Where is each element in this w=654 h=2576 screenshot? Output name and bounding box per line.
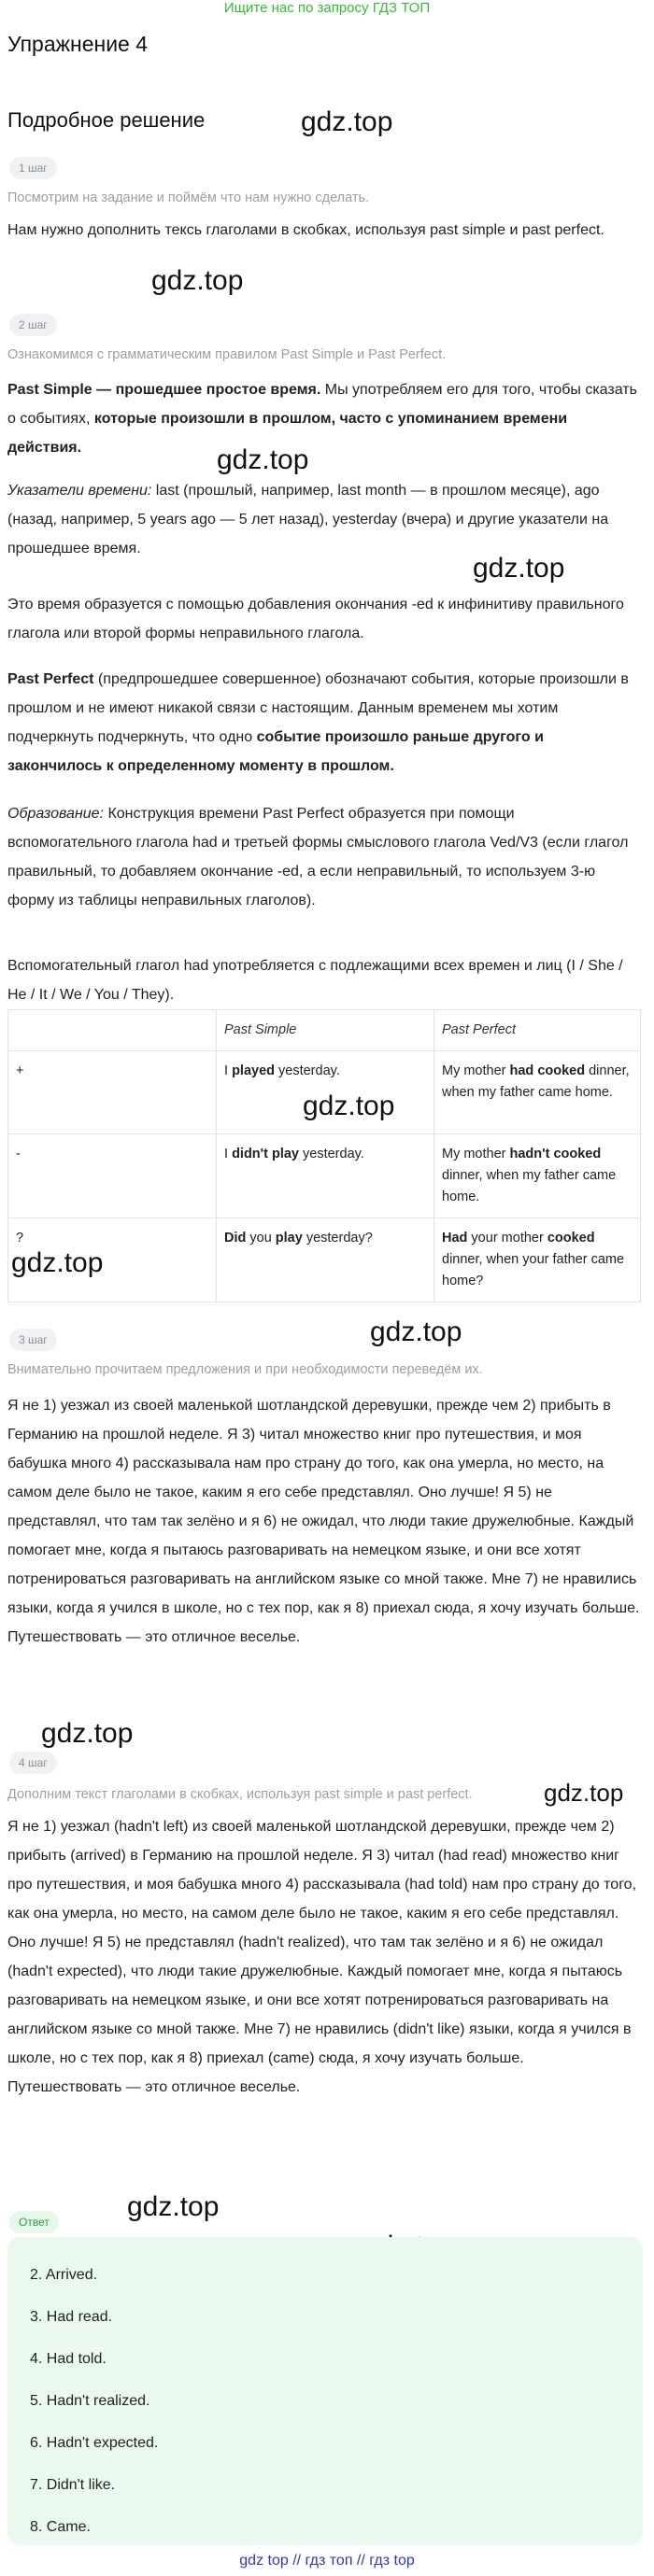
table-row: [8, 1051, 641, 1134]
answer-item: 2. Arrived.: [30, 2267, 98, 2283]
answer-item: 4. Had told.: [30, 2351, 107, 2367]
section-subtitle: Подробное решение: [7, 108, 206, 132]
table-cell: My mother hadn't cooked dinner, when my father came home.: [434, 1134, 641, 1218]
answer-badge: Ответ: [9, 2211, 59, 2233]
step-badge: 3 шаг: [9, 1329, 57, 1351]
answer-item: 5. Hadn't realized.: [30, 2393, 150, 2409]
watermark: gdz.top: [127, 2191, 220, 2222]
table-row: [8, 1218, 641, 1302]
table-cell: My mother had cooked dinner, when my father came home.: [434, 1051, 641, 1134]
step-note: Посмотрим на задание и поймём что нам нужно сделать.: [7, 190, 370, 205]
step-text: Нам нужно дополнить тексь глаголами в скобках, используя past simple и past perfect.: [7, 222, 604, 238]
watermark: gdz.top: [473, 553, 565, 584]
grammar-table: [7, 1009, 641, 1302]
past-simple-definition: Past Simple — прошедшее простое время. Мы употребляем его для того, чтобы сказать о событиях, которые произошли в прошлом, часто с упоминанием времени действия.: [7, 382, 637, 456]
watermark: gdz.top: [301, 106, 393, 137]
step-note: Внимательно прочитаем предложения и при необходимости переведём их.: [7, 1362, 483, 1377]
answer-item: 3. Had read.: [30, 2309, 113, 2325]
step-badge: 4 шаг: [9, 1752, 57, 1774]
table-sign-cell: -: [8, 1134, 217, 1218]
table-sign-cell: +: [8, 1051, 217, 1134]
past-simple-formation: Это время образуется с помощью добавления окончания -ed к инфинитиву правильного глагола или второй формы неправильного глагола.: [7, 597, 624, 641]
watermark: gdz.top: [370, 1316, 462, 1347]
table-header-row: [8, 1010, 641, 1051]
step-note: Ознакомимся с грамматическим правилом Past Simple и Past Perfect.: [7, 347, 447, 362]
step-badge: 1 шаг: [9, 157, 57, 179]
answer-card: [7, 2237, 643, 2545]
time-indicators: Указатели времени: last (прошлый, например, last month — в прошлом месяце), ago (назад, например, 5 years ago — 5 лет назад), yesterday (вчера) и другие указатели на прошедшее время.: [7, 483, 609, 556]
page-title: Упражнение 4: [7, 32, 149, 56]
table-cell: Did you play yesterday?: [217, 1218, 434, 1302]
table-sign-cell: ?: [8, 1218, 217, 1302]
watermark: gdz.top: [151, 265, 244, 296]
past-perfect-term: Past Perfect: [7, 671, 94, 687]
table-cell: I didn't play yesterday.: [217, 1134, 434, 1218]
top-search-link[interactable]: Ищите нас по запросу ГДЗ ТОП: [223, 0, 431, 16]
completed-text: Я не 1) уезжал (hadn't left) из своей маленькой шотландской деревушки, прежде чем 2) прибыть (arrived) в Германию на прошлой неделе. Я 3) читал (had read) множество книг про путешествия, и моя бабушка много 4) рассказывала (had told) нам про страну до того, как она умерла, но место, на самом деле было не такое, каким я его себе представлял. Оно лучше! Я 5) не представлял (hadn't realized), что там так зелёно и я 6) не ожидал (hadn't expected), что люди такие дружелюбные. Каждый помогает мне, когда я пытаюсь разговаривать на немецком языке, и они все хотят потренироваться разговаривать на английском языке со мной также. Мне 7) не нравились (didn't like) языки, когда я учился в школе, но с тех пор, как я 8) приехал (came) сюда, я хочу изучать больше. Путешествовать — это отличное веселье.: [7, 1819, 637, 2095]
past-perfect-formation: Образование: Конструкция времени Past Perfect образуется при помощи вспомогательного глагола had и третьей формы смыслового глагола Ved/V3 (если глагол правильный, то добавляем окончание -ed, а если неправильный, то используем 3-ю форму из таблицы неправильных глаголов).: [7, 806, 629, 908]
watermark: gdz.top: [217, 444, 309, 475]
past-perfect-definition: Past Perfect (предпрошедшее совершенное) обозначают события, которые произошли в прошлом и не имеют никакой связи с настоящим. Данным временем мы хотим подчеркнуть подчеркнуть, что одно событие произошло раньше другого и закончилось к определенному моменту в прошлом.: [7, 671, 629, 774]
table-header-cell: Past Simple: [217, 1010, 434, 1051]
watermark: gdz.top: [41, 1718, 134, 1749]
table-row: [8, 1134, 641, 1218]
past-simple-term: Past Simple — прошедшее простое время.: [7, 382, 321, 398]
table-header-cell: [8, 1010, 217, 1051]
translation-text: Я не 1) уезжал из своей маленькой шотландской деревушки, прежде чем 2) прибыть в Германию на прошлой неделе. Я 3) читал множество книг про путешествия, и моя бабушка много 4) рассказывала нам про страну до того, как она умерла, но место, на самом деле было не такое, каким я его себе представлял. Оно лучше! Я 5) не представлял, что там так зелёно и я 6) не ожидал, что люди такие дружелюбные. Каждый помогает мне, когда я пытаюсь разговаривать на немецком языке, и они все хотят потренироваться разговаривать на английском языке со мной также. Мне 7) не нравились языки, когда я учился в школе, но с тех пор, как я 8) приехал сюда, я хочу изучать больше. Путешествовать — это отличное веселье.: [7, 1398, 640, 1645]
answer-item: 8. Came.: [30, 2519, 91, 2535]
auxiliary-note: Вспомогательный глагол had употребляется с подлежащими всех времен и лиц (I / She / He / It / We / You / They).: [7, 958, 623, 1003]
watermark: gdz.top: [11, 1247, 104, 1278]
table-cell: I played yesterday.: [217, 1051, 434, 1134]
watermark: gdz.top: [303, 1091, 395, 1121]
step-note: Дополним текст глаголами в скобках, используя past simple и past perfect.: [7, 1787, 473, 1802]
watermark: gdz.top: [544, 1779, 624, 1807]
table-cell: Had your mother cooked dinner, when your father came home?: [434, 1218, 641, 1302]
time-indicators-label: Указатели времени:: [7, 483, 152, 499]
step-badge: 2 шаг: [9, 314, 57, 336]
formation-label: Образование:: [7, 806, 104, 822]
answer-item: 7. Didn't like.: [30, 2477, 116, 2493]
footer-links[interactable]: gdz top // гдз топ // гдз top: [239, 2553, 415, 2569]
answer-item: 6. Hadn't expected.: [30, 2435, 159, 2451]
table-header-cell: Past Perfect: [434, 1010, 641, 1051]
